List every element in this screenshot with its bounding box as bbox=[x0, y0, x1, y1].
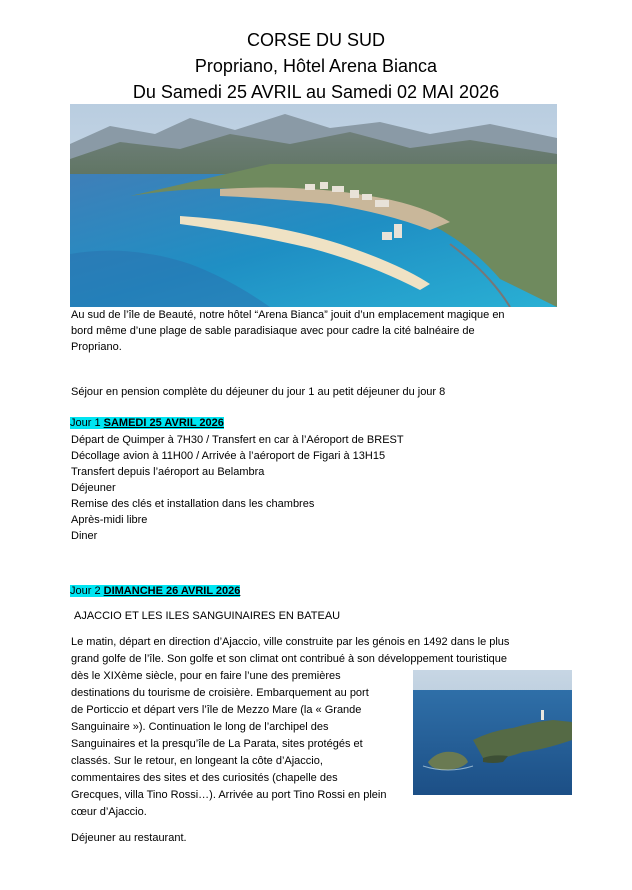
day2-text-line: commentaires des sites et des curiosités (chapelle des bbox=[71, 772, 338, 784]
day1-item: Déjeuner bbox=[71, 482, 116, 494]
title-line-1: CORSE DU SUD bbox=[246, 30, 385, 50]
intro-text-line-2: bord même d’une plage de sable paradisiaque avec pour cadre la cité balnéaire de bbox=[71, 325, 475, 337]
day2-text-line: Grecques, villa Tino Rossi…). Arrivée au port Tino Rossi en plein bbox=[71, 789, 387, 801]
day2-text-line: Sanguinaires et la presqu’île de La Parata, sites protégés et bbox=[71, 738, 363, 750]
day1-item: Décollage avion à 11H00 / Arrivée à l’aéroport de Figari à 13H15 bbox=[71, 450, 386, 462]
pension-text: Séjour en pension complète du déjeuner du jour 1 au petit déjeuner du jour 8 bbox=[71, 386, 446, 398]
day2-text-line: de Porticcio et départ vers l’île de Mezzo Mare (la « Grande bbox=[71, 704, 362, 716]
island-photo-icon bbox=[413, 670, 572, 795]
intro-text-line-3: Propriano. bbox=[71, 341, 122, 353]
day1-item: Transfert depuis l’aéroport au Belambra bbox=[71, 466, 265, 478]
coastline-photo-icon bbox=[70, 104, 557, 307]
day2-text-line: Sanguinaire »). Continuation le long de l’archipel des bbox=[71, 721, 329, 733]
day1-date: SAMEDI 25 AVRIL 2026 bbox=[103, 417, 224, 429]
day2-text-line: grand golfe de l’île. Son golfe et son climat ont contribué à son développement touristique bbox=[71, 653, 507, 665]
day1-item: Départ de Quimper à 7H30 / Transfert en car à l’Aéroport de BREST bbox=[71, 434, 404, 446]
day2-text-line: classés. Sur le retour, en longeant la côte d’Ajaccio, bbox=[71, 755, 323, 767]
day1-label: Jour 1 bbox=[70, 417, 104, 429]
day2-text-line: cœur d’Ajaccio. bbox=[71, 806, 147, 818]
day2-subtitle: AJACCIO ET LES ILES SANGUINAIRES EN BATEAU bbox=[74, 610, 341, 622]
day1-item: Remise des clés et installation dans les chambres bbox=[71, 498, 315, 510]
title-line-3: Du Samedi 25 AVRIL au Samedi 02 MAI 2026 bbox=[132, 82, 500, 102]
title-line-2: Propriano, Hôtel Arena Bianca bbox=[194, 56, 438, 76]
day2-date: DIMANCHE 26 AVRIL 2026 bbox=[103, 585, 241, 597]
day2-lunch: Déjeuner au restaurant. bbox=[71, 832, 187, 844]
day2-text-line: Le matin, départ en direction d’Ajaccio, ville construite par les génois en 1492 dans le plus bbox=[71, 636, 510, 648]
day2-heading bbox=[70, 583, 242, 599]
day2-text-line: dès le XIXème siècle, pour en faire l’une des premières bbox=[71, 670, 341, 682]
day1-item: Après-midi libre bbox=[71, 514, 148, 526]
day1-heading bbox=[70, 415, 226, 431]
day1-item: Diner bbox=[71, 530, 98, 542]
intro-text-line-1: Au sud de l’île de Beauté, notre hôtel “Arena Bianca” jouit d’un emplacement magique en bbox=[71, 309, 505, 321]
day2-label: Jour 2 bbox=[70, 585, 104, 597]
day2-text-line: destinations du tourisme de croisière. Embarquement au port bbox=[71, 687, 369, 699]
